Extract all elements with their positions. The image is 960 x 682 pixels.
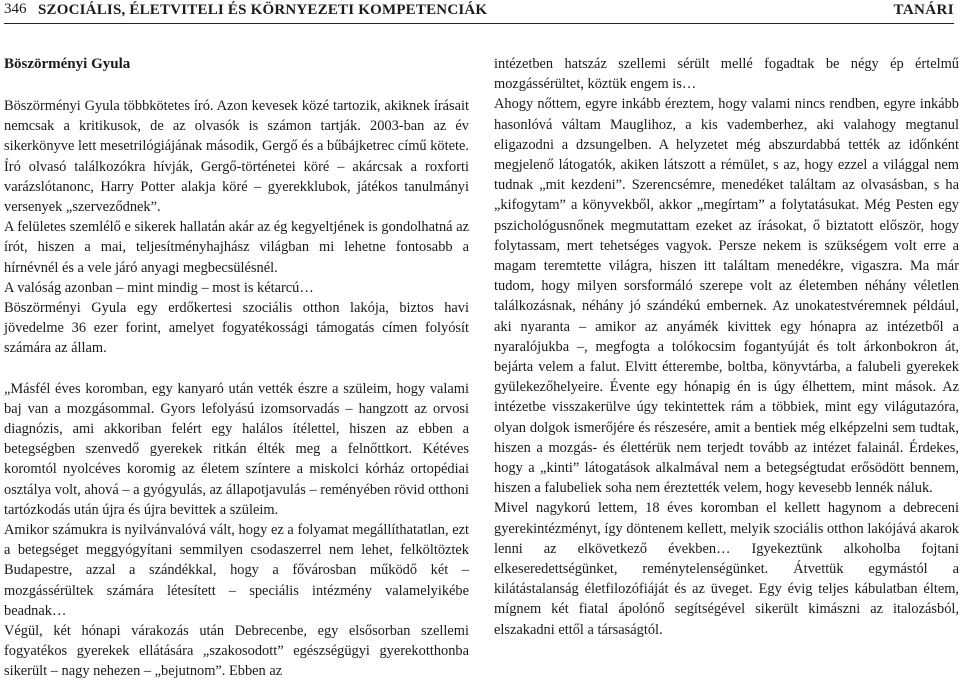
paragraph: Amikor számukra is nyilvánvalóvá vált, hogy ez a folyamat megállíthatatlan, ezt a betegséget meggyógyítani semmilyen csodaszerrel nem lehet, felköltöztek Budapestre, azzal a szándékkal, hogy a fővárosban működő két – mozgássérültek számára létesített – speciális intézmény valamelyikébe beadnak…	[4, 522, 469, 619]
running-title: SZOCIÁLIS, ÉLETVITELI ÉS KÖRNYEZETI KOMPETENCIÁK	[38, 2, 488, 18]
paragraph: „Másfél éves koromban, egy kanyaró után vették észre a szüleim, hogy valami baj van a mozgásommal. Gyors lefolyású izomsorvadás – hangzott az orvosi diagnózis, ami akkoriban felért egy halálos ítélettel, hiszen az ebben a betegségben szenvedő gyerekek ritkán élték meg a felnőttkort. Kétéves koromtól nyolcéves koromig az életem színtere a miskolci kórház ortopédiai osztálya volt, ahová – a gyógyulás, az állapotjavulás – reményében rövid otthoni tartózkodás után újra és újra bevittek a szüleim.	[4, 380, 469, 518]
paragraph: intézetben hatszáz szellemi sérült mellé fogadtak be négy ép értelmű mozgássérültet, köztük engem is…	[494, 56, 959, 93]
section-label: TANÁRI	[893, 2, 954, 18]
article-heading: Böszörményi Gyula	[4, 56, 131, 72]
paragraph: Böszörményi Gyula egy erdőkertesi szociális otthon lakója, biztos havi jövedelme 36 ezer forint, amelyet fogyatékossági támogatás címen folyósít számára az állam.	[4, 300, 469, 357]
paragraph: Mivel nagykorú lettem, 18 éves koromban el kellett hagynom a debreceni gyerekintézményt, így döntenem kellett, melyik szociális otthon lakójává akarok lenni az elkövetkező években… Igyekeztünk alkoholba fojtani elkeseredettségünket, reménytelenségünket. Átvettük egymástól a kilátástalanság életfilozófiáját és az üveget. Egy évig teljes kábulatban éltem, mígnem két fiatal ápolónő segítségével sikerült kimászni az italozásból, elszakadni ettől a társaságtól.	[494, 500, 959, 638]
right-column	[494, 54, 959, 640]
paragraph: Végül, két hónapi várakozás után Debrecenbe, egy elsősorban szellemi fogyatékos gyerekek ellátására „szakosodott” egészségügyi gyerekotthonba sikerült – nagy nehezen – „bejutnom”. Ebben az	[4, 623, 469, 680]
paragraph: A valóság azonban – mint mindig – most is kétarcú…	[4, 279, 314, 296]
paragraph: Ahogy nőttem, egyre inkább éreztem, hogy valami nincs rendben, egyre inkább hasonlóvá váltam Mauglihoz, a kis vademberhez, aki valahogy megtanul eligazodni a dzsungelben. A helyzetet még abszurdabbá tették az időnként megjelenő látogatók, akiken látszott a rémület, s az, hogy ezzel a világgal nem tudnak „mit kezdeni”. Szerencsémre, menedéket találtam az olvasásban, s ha „kifogytam” a könyvekből, akkor „megírtam” a folytatásukat. Még Pesten egy pszichológusnőnek megmutattam ezeket az írásokat, ő biztatott először, hogy folytassam, mert tehetséges vagyok. Persze nekem is szükségem volt erre a magam teremtette világra, hiszen itt találtam menedékre, vigaszra. Ma már tudom, hogy milyen sorsformáló szerepe volt az életemben néhány véletlen találkozásnak, néhány jó szándékú embernek. Az unokatestvéremnek például, aki nyaranta – amikor az anyámék kivittek egy hónapra az intézetből a nyaralójukba –, megfogta a tolókocsim fogantyúját és tolt árkonbokron át, bejárta velem a falut. Elvitt étterembe, boltba, könyvtárba, a falubeli gyerekek gyülekezőhelyeire. Évente egy hónapig én is úgy élhettem, mint mások. Az intézetbe visszakerülve úgy tekintettek rám a többiek, mint egy világutazóra, olyan dolgok ismerőjére és részesére, amit a bentiek még elképzelni sem tudtak, hiszen a mozgás- és élettérük nem terjedt tovább az intézet falainál. Érdekes, hogy a „kinti” látogatások alkalmával nem a betegségtudat erősödött bennem, hiszen a falubeliek soha nem éreztették velem, hogy kevesebb lennék náluk.	[494, 96, 959, 497]
left-column	[4, 54, 469, 682]
paragraph: Böszörményi Gyula többkötetes író. Azon kevesek közé tartozik, akiknek írásait nemcsak a kritikusok, de az olvasók is számon tartják. 2003-ban az év sikerkönyve lett mesetrilógiájának második, Gergő és a bűbájketrec című kötete. Író olvasó találkozókra hívják, Gergő-történetei köré – akárcsak a roxforti varázslótanonc, Harry Potter alakja köré – gyerekklubok, játékos tanulmányi versenyek „szerveződnek”.	[4, 98, 469, 216]
running-header	[4, 0, 954, 22]
paragraph: A felületes szemlélő e sikerek hallatán akár az ég kegyeltjének is gondolhatná az írót, hiszen a mai, teljesítményhajhász világban mi lehetne fontosabb a hírnévnél és a vele járó anyagi megbecsülésnél.	[4, 219, 469, 276]
page-number: 346	[4, 1, 27, 17]
header-rule	[4, 23, 954, 24]
